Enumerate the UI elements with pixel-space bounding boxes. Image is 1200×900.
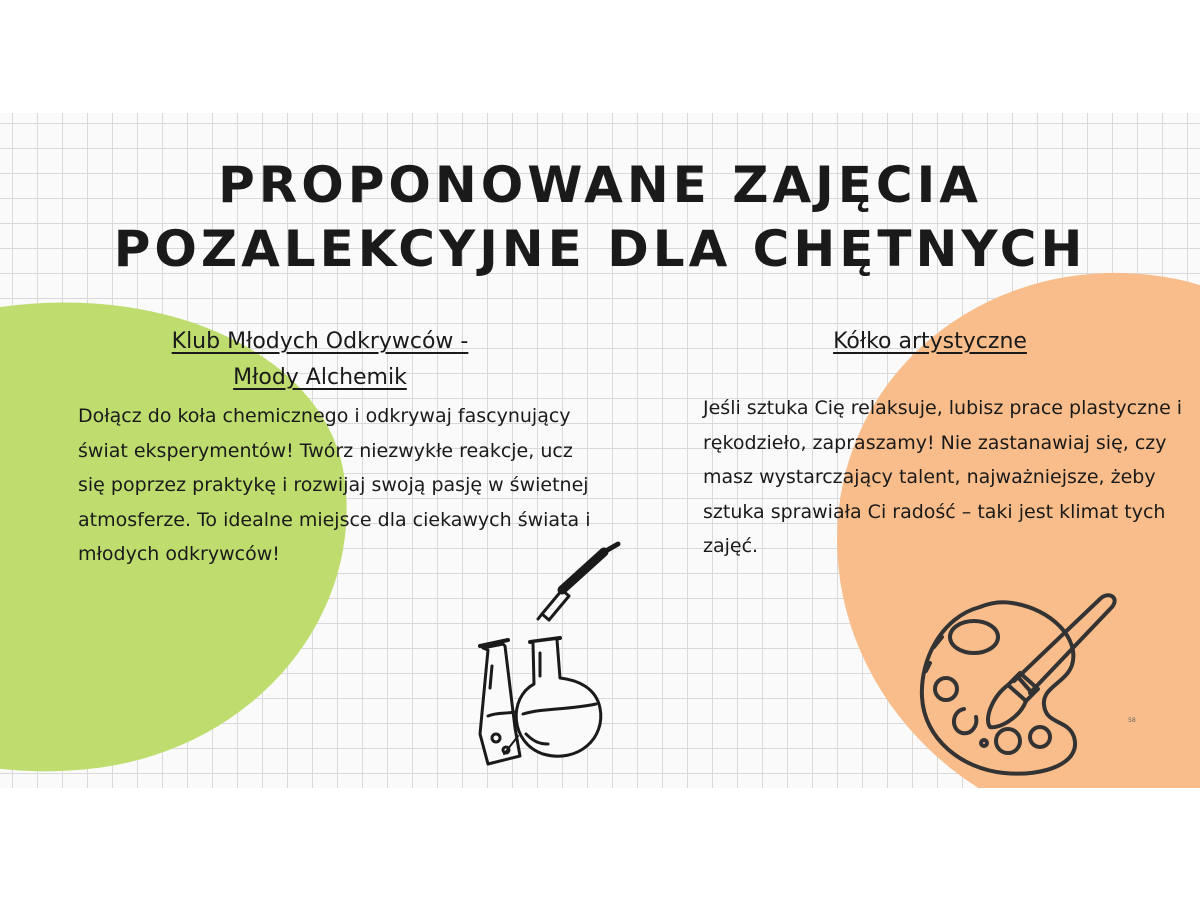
left-heading-line-1: Klub Młodych Odkrywców - bbox=[171, 329, 469, 354]
slide bbox=[0, 113, 1200, 788]
left-heading bbox=[100, 324, 540, 396]
chemistry-flasks-icon bbox=[468, 538, 628, 773]
right-heading-text: Kółko artystyczne bbox=[833, 329, 1027, 354]
left-heading-line-2: Młody Alchemik bbox=[233, 365, 407, 390]
slide-title bbox=[0, 153, 1200, 281]
right-description: Jeśli sztuka Cię relaksuje, lubisz prace plastyczne i rękodzieło, zapraszamy! Nie zastanawiaj się, czy masz wystarczający talent, najważniejsze, żeby sztuka sprawiała Ci radość – taki jest klimat tych zajęć. bbox=[703, 397, 1183, 557]
left-description: Dołącz do koła chemicznego i odkrywaj fascynujący świat eksperymentów! Twórz niezwykłe reakcje, ucz się poprzez praktykę i rozwijaj swoją pasję w świetnej atmosferze. To idealne miejsce dla ciekawych świata i młodych odkrywców! bbox=[78, 405, 591, 565]
right-heading bbox=[760, 324, 1100, 360]
page-number: 58 bbox=[1128, 717, 1136, 724]
paint-palette-icon bbox=[912, 579, 1134, 781]
title-line-1: PROPONOWANE ZAJĘCIA bbox=[218, 156, 982, 214]
title-line-2: POZALEKCYJNE DLA CHĘTNYCH bbox=[113, 220, 1087, 278]
